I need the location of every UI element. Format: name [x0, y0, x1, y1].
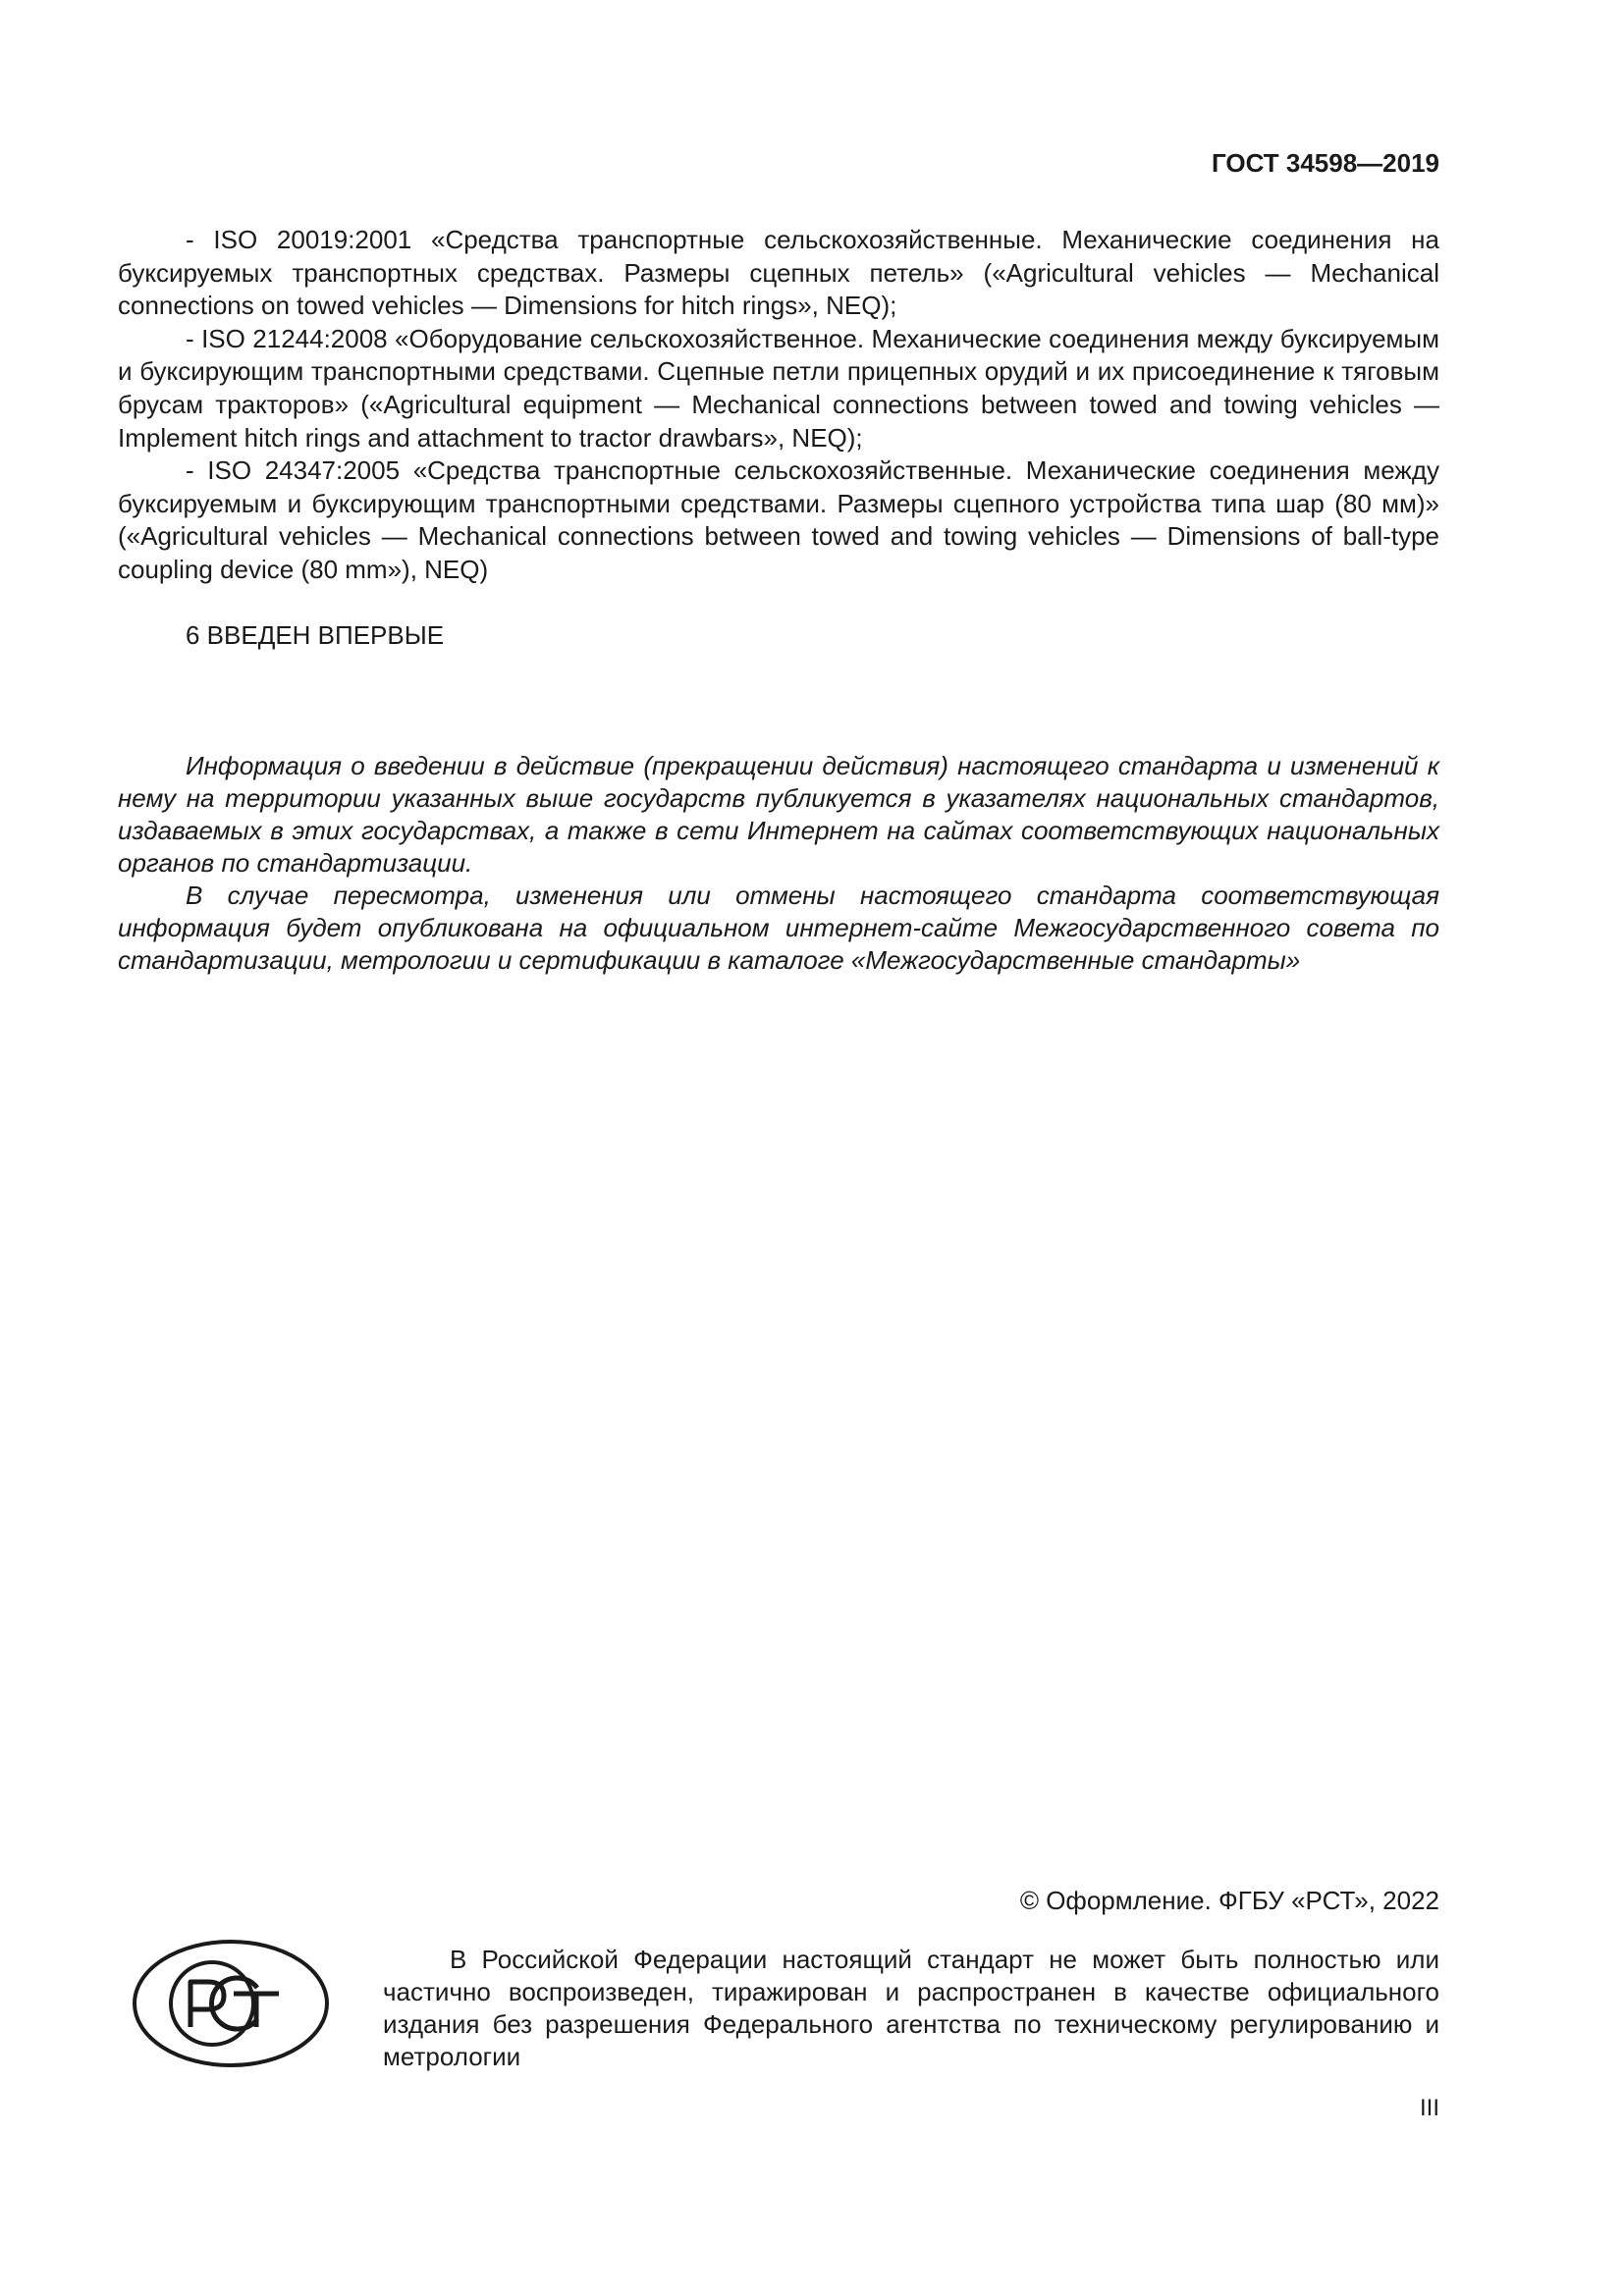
notice-paragraph: Информация о введении в действие (прекращении действия) настоящего стандарта и изменений к нему на территории указанных выше государств публикуется в указателях национальных стандартов, издаваемых в этих государствах, а также в сети Интернет на сайтах соответствующих национальных органов по стандартизации. — [118, 751, 1439, 878]
reference-item: - ISO 24347:2005 «Средства транспортные сельскохозяйственные. Механические соединения между буксируемым и буксирующим транспортными средствами. Размеры сцепного устройства типа шар (80 мм)» («Agricultural vehicles — Mechanical connections between towed and towing vehicles — Dimensions of ball-type coupling device (80 mm»), NEQ) — [118, 455, 1439, 584]
reference-item: - ISO 20019:2001 «Средства транспортные сельскохозяйственные. Механические соединения на буксируемых транспортных средствах. Размеры сцепных петель» («Agricultural vehicles — Mechanical connections on towed vehicles — Dimensions for hitch rings», NEQ); — [118, 225, 1439, 321]
document-page — [118, 0, 1439, 2296]
reference-list — [118, 224, 1439, 587]
intro-statement: 6 ВВЕДЕН ВПЕРВЫЕ — [186, 620, 445, 650]
page-number: III — [1419, 2095, 1439, 2121]
copyright-line: © Оформление. ФГБУ «РСТ», 2022 — [1019, 1886, 1439, 1915]
legal-paragraph: В Российской Федерации настоящий стандарт не может быть полностью или частично воспроизведен, тиражирован и распространен в качестве официального издания без разрешения Федерального агентства по техническому регулированию и метрологии — [383, 1945, 1439, 2071]
document-number: ГОСТ 34598—2019 — [1212, 148, 1439, 178]
reference-item: - ISO 21244:2008 «Оборудование сельскохозяйственное. Механические соединения между буксируемым и буксирующим транспортными средствами. Сцепные петли прицепных орудий и их присоединение к тяговым брусам тракторов» («Agricultural equipment — Mechanical connections between towed and towing vehicles — Implement hitch rings and attachment to tractor drawbars», NEQ); — [118, 323, 1439, 453]
rst-certification-mark-icon — [132, 1939, 330, 2068]
notice-paragraph: В случае пересмотра, изменения или отмены настоящего стандарта соответствующая информация будет опубликована на официальном интернет-сайте Межгосударственного совета по стандартизации, метрологии и сертификации в каталоге «Межгосударственные стандарты» — [118, 881, 1439, 975]
notice-block — [118, 750, 1439, 977]
legal-notice — [383, 1944, 1439, 2073]
